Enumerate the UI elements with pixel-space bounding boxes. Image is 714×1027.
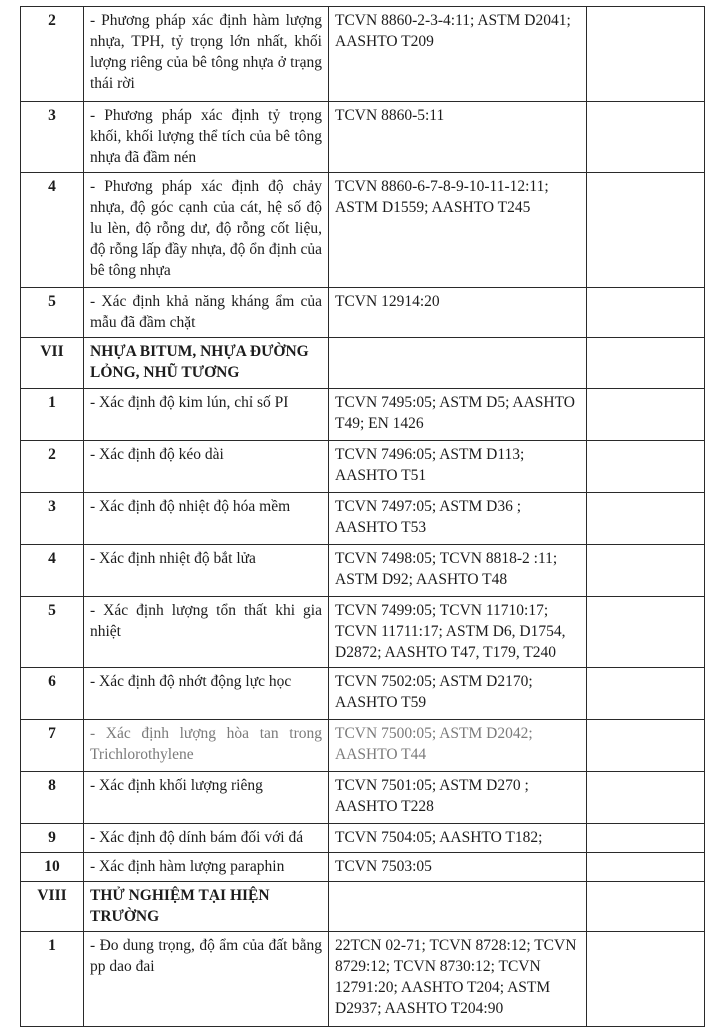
section-number: VII <box>21 338 84 389</box>
table-row <box>21 102 705 173</box>
table-row <box>21 545 705 597</box>
table-row <box>21 772 705 824</box>
table-row <box>21 288 705 338</box>
row-number: 5 <box>21 597 84 668</box>
row-number: 4 <box>21 173 84 288</box>
section-title: NHỰA BITUM, NHỰA ĐƯỜNG LỎNG, NHŨ TƯƠNG <box>84 338 329 389</box>
table-row <box>21 720 705 772</box>
note-cell <box>587 441 705 493</box>
row-number: 8 <box>21 772 84 824</box>
note-cell <box>587 772 705 824</box>
row-number: 1 <box>21 932 84 1027</box>
test-method: - Xác định hàm lượng paraphin <box>84 853 329 882</box>
standard-codes: 22TCN 02-71; TCVN 8728:12; TCVN 8729:12; TCVN 8730:12; TCVN 12791:20; AASHTO T204; ASTM D2937; AASHTO T204:90 <box>329 932 587 1027</box>
note-cell <box>587 102 705 173</box>
test-method: - Xác định lượng hòa tan trong Trichlorothylene <box>84 720 329 772</box>
table-row <box>21 493 705 545</box>
test-method: - Phương pháp xác định tỷ trọng khối, khối lượng thể tích của bê tông nhựa đã đầm nén <box>84 102 329 173</box>
standard-codes: TCVN 7497:05; ASTM D36 ; AASHTO T53 <box>329 493 587 545</box>
test-method: - Đo dung trọng, độ ẩm của đất bằng pp dao đai <box>84 932 329 1027</box>
test-method: - Xác định lượng tổn thất khi gia nhiệt <box>84 597 329 668</box>
table-row <box>21 824 705 853</box>
note-cell <box>587 668 705 720</box>
standard-codes: TCVN 7500:05; ASTM D2042; AASHTO T44 <box>329 720 587 772</box>
row-number: 7 <box>21 720 84 772</box>
test-method: - Xác định độ nhớt động lực học <box>84 668 329 720</box>
row-number: 2 <box>21 7 84 102</box>
standard-codes: TCVN 7501:05; ASTM D270 ; AASHTO T228 <box>329 772 587 824</box>
test-method: - Xác định độ dính bám đối với đá <box>84 824 329 853</box>
table-row <box>21 173 705 288</box>
test-method: - Xác định độ kéo dài <box>84 441 329 493</box>
row-number: 2 <box>21 441 84 493</box>
standard-codes: TCVN 7503:05 <box>329 853 587 882</box>
section-row <box>21 338 705 389</box>
standard-codes: TCVN 7499:05; TCVN 11710:17; TCVN 11711:17; ASTM D6, D1754, D2872; AASHTO T47, T179, T240 <box>329 597 587 668</box>
standard-codes: TCVN 7498:05; TCVN 8818-2 :11; ASTM D92; AASHTO T48 <box>329 545 587 597</box>
table-row <box>21 853 705 882</box>
test-method: - Xác định khối lượng riêng <box>84 772 329 824</box>
standard-codes: TCVN 8860-5:11 <box>329 102 587 173</box>
standard-codes <box>329 882 587 932</box>
section-row <box>21 882 705 932</box>
standards-table <box>20 6 705 1027</box>
row-number: 6 <box>21 668 84 720</box>
note-cell <box>587 597 705 668</box>
row-number: 1 <box>21 389 84 441</box>
standard-codes: TCVN 8860-2-3-4:11; ASTM D2041; AASHTO T209 <box>329 7 587 102</box>
table-row <box>21 597 705 668</box>
note-cell <box>587 7 705 102</box>
table-row <box>21 668 705 720</box>
note-cell <box>587 338 705 389</box>
row-number: 4 <box>21 545 84 597</box>
standard-codes: TCVN 7504:05; AASHTO T182; <box>329 824 587 853</box>
row-number: 3 <box>21 493 84 545</box>
note-cell <box>587 882 705 932</box>
test-method: - Xác định nhiệt độ bắt lửa <box>84 545 329 597</box>
row-number: 10 <box>21 853 84 882</box>
section-number: VIII <box>21 882 84 932</box>
row-number: 5 <box>21 288 84 338</box>
test-method: - Xác định khả năng kháng ẩm của mẫu đã đầm chặt <box>84 288 329 338</box>
table-row <box>21 389 705 441</box>
row-number: 3 <box>21 102 84 173</box>
note-cell <box>587 824 705 853</box>
standard-codes: TCVN 7495:05; ASTM D5; AASHTO T49; EN 1426 <box>329 389 587 441</box>
note-cell <box>587 288 705 338</box>
standard-codes: TCVN 12914:20 <box>329 288 587 338</box>
row-number: 9 <box>21 824 84 853</box>
standard-codes: TCVN 8860-6-7-8-9-10-11-12:11; ASTM D1559; AASHTO T245 <box>329 173 587 288</box>
note-cell <box>587 493 705 545</box>
test-method: - Xác định độ nhiệt độ hóa mềm <box>84 493 329 545</box>
note-cell <box>587 720 705 772</box>
table-row <box>21 7 705 102</box>
note-cell <box>587 173 705 288</box>
test-method: - Phương pháp xác định hàm lượng nhựa, TPH, tỷ trọng lớn nhất, khối lượng riêng của bê tông nhựa ở trạng thái rời <box>84 7 329 102</box>
section-title: THỬ NGHIỆM TẠI HIỆN TRƯỜNG <box>84 882 329 932</box>
standard-codes: TCVN 7496:05; ASTM D113; AASHTO T51 <box>329 441 587 493</box>
test-method: - Xác định độ kim lún, chỉ số PI <box>84 389 329 441</box>
standard-codes: TCVN 7502:05; ASTM D2170; AASHTO T59 <box>329 668 587 720</box>
note-cell <box>587 853 705 882</box>
note-cell <box>587 389 705 441</box>
note-cell <box>587 545 705 597</box>
table-row <box>21 441 705 493</box>
test-method: - Phương pháp xác định độ chảy nhựa, độ góc cạnh của cát, hệ số độ lu lèn, độ rỗng dư, độ rỗng cốt liệu, độ rỗng lấp đầy nhựa, độ ổn định của bê tông nhựa <box>84 173 329 288</box>
note-cell <box>587 932 705 1027</box>
table-row <box>21 932 705 1027</box>
standard-codes <box>329 338 587 389</box>
